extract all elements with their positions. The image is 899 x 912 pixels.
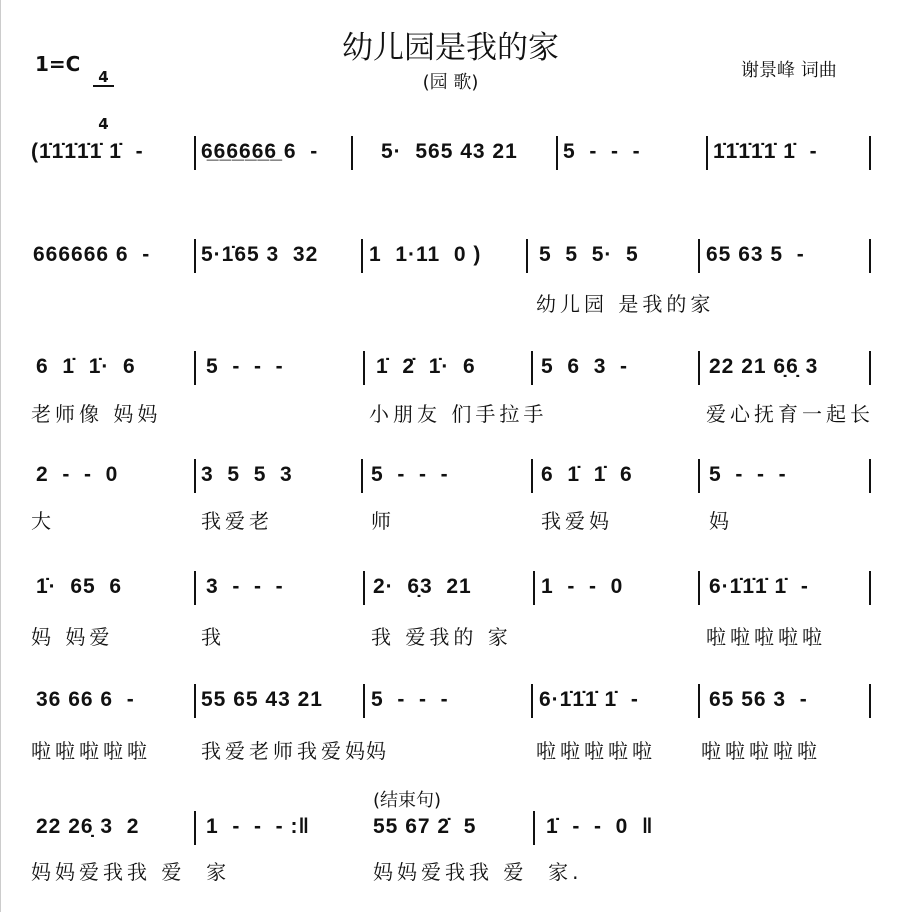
bar-line <box>363 351 365 385</box>
measure: 5 5 5· 5 <box>539 243 639 266</box>
bar-line <box>351 136 353 170</box>
measure: (1̇1̇1̇1̇1̇ 1̇ - <box>31 140 144 163</box>
measure: 55 67 2̇ 5 <box>373 815 477 838</box>
time-bottom: 4 <box>98 115 109 133</box>
measure: 3 - - - <box>206 575 284 598</box>
bar-line <box>533 811 535 845</box>
measure: 5 - - - <box>563 140 641 163</box>
bar-line <box>869 351 871 385</box>
measure: 55 65 43 21 <box>201 688 323 711</box>
measure: 5 - - - <box>371 688 449 711</box>
bar-line <box>869 459 871 493</box>
bar-line <box>698 571 700 605</box>
bar-line <box>531 351 533 385</box>
lyric-line: 妈 <box>366 739 390 763</box>
bar-line <box>698 239 700 273</box>
lyric-line: 妈妈爱我我 爱 家 <box>31 860 231 884</box>
bar-line <box>363 684 365 718</box>
measure: 65 63 5 - <box>706 243 805 266</box>
measure: 5·1̇65 3 32 <box>201 243 319 266</box>
bar-line <box>531 684 533 718</box>
measure: 6̲6̲6̲6̲6̲6̲ 6 - <box>201 140 319 163</box>
measure: 1 1·11 0 ) <box>369 243 482 266</box>
lyric-line: 妈 <box>709 509 733 533</box>
bar-line <box>194 136 196 170</box>
bar-line <box>194 239 196 273</box>
bar-line <box>869 571 871 605</box>
lyric-line: 妈妈爱我我 爱 家. <box>373 860 583 884</box>
bar-line <box>869 684 871 718</box>
measure: 5 6 3 - <box>541 355 629 378</box>
lyric-line: 啦啦啦啦啦 <box>31 739 151 763</box>
author-credit: 谢景峰 词曲 <box>741 60 837 81</box>
measure: 6·1̇1̇1̇ 1̇ - <box>709 575 809 598</box>
time-top: 4 <box>93 70 114 87</box>
song-title: 幼儿园是我的家 <box>342 30 559 66</box>
measure: 6·1̇1̇1̇ 1̇ - <box>539 688 639 711</box>
measure: 2 - - 0 <box>36 463 119 486</box>
lyric-line: 妈 妈爱 <box>31 625 114 649</box>
measure: 6 1̇ 1̇ 6 <box>541 463 633 486</box>
lyric-line: 爱心抚育一起长 <box>706 402 874 426</box>
bar-line <box>531 459 533 493</box>
measure: 5 - - - <box>371 463 449 486</box>
measure: 3 5 5 3 <box>201 463 293 486</box>
bar-line <box>869 239 871 273</box>
measure: 666666 6 - <box>33 243 151 266</box>
lyric-line: 啦啦啦啦啦 <box>701 739 821 763</box>
lyric-line: 我 <box>201 625 225 649</box>
measure: 36 66 6 - <box>36 688 135 711</box>
lyric-line: 老师像 妈妈 <box>31 402 162 426</box>
lyric-line: 我 爱我的 家 <box>371 625 512 649</box>
measure: 1 - - 0 <box>541 575 624 598</box>
measure: 5 - - - <box>709 463 787 486</box>
bar-line <box>526 239 528 273</box>
bar-line <box>361 459 363 493</box>
measure: 6 1̇ 1̇· 6 <box>36 355 136 378</box>
lyric-line: 我爱老 <box>201 509 273 533</box>
song-subtitle: (园 歌) <box>422 72 479 93</box>
ending-label: (结束句) <box>373 790 442 811</box>
bar-line <box>556 136 558 170</box>
bar-line <box>698 351 700 385</box>
measure: 5· 565 43 21 <box>381 140 518 163</box>
measure: 5 - - - <box>206 355 284 378</box>
measure: 1̇ 2̇ 1̇· 6 <box>376 355 476 378</box>
bar-line <box>706 136 708 170</box>
bar-line <box>194 459 196 493</box>
measure: 1̇1̇1̇1̇1̇ 1̇ - <box>713 140 818 163</box>
lyric-line: 啦啦啦啦啦 <box>706 625 826 649</box>
bar-line <box>698 459 700 493</box>
bar-line <box>363 571 365 605</box>
lyric-line: 师 <box>371 509 395 533</box>
key-signature: 1=C <box>35 52 81 76</box>
bar-line <box>361 239 363 273</box>
bar-line <box>194 351 196 385</box>
measure: 1̇ - - 0 ‖ <box>546 815 654 838</box>
bar-line <box>869 136 871 170</box>
lyric-line: 大 <box>31 509 55 533</box>
measure: 1 - - - :‖ <box>206 815 310 838</box>
measure: 1̇· 65 6 <box>36 575 123 598</box>
lyric-line: 小朋友 们手拉手 <box>369 402 548 426</box>
lyric-line: 我爱老师我爱妈 <box>201 739 369 763</box>
bar-line <box>194 684 196 718</box>
measure: 22 26̣ 3 2 <box>36 815 140 838</box>
measure: 22 21 6̣6̣ 3 <box>709 355 819 378</box>
bar-line <box>194 571 196 605</box>
lyric-line: 我爱妈 <box>541 509 613 533</box>
measure: 2· 6̣3 21 <box>373 575 472 598</box>
lyric-line: 啦啦啦啦啦 <box>536 739 656 763</box>
bar-line <box>194 811 196 845</box>
bar-line <box>533 571 535 605</box>
lyric-line: 幼儿园 是我的家 <box>536 292 715 316</box>
bar-line <box>698 684 700 718</box>
measure: 65 56 3 - <box>709 688 808 711</box>
